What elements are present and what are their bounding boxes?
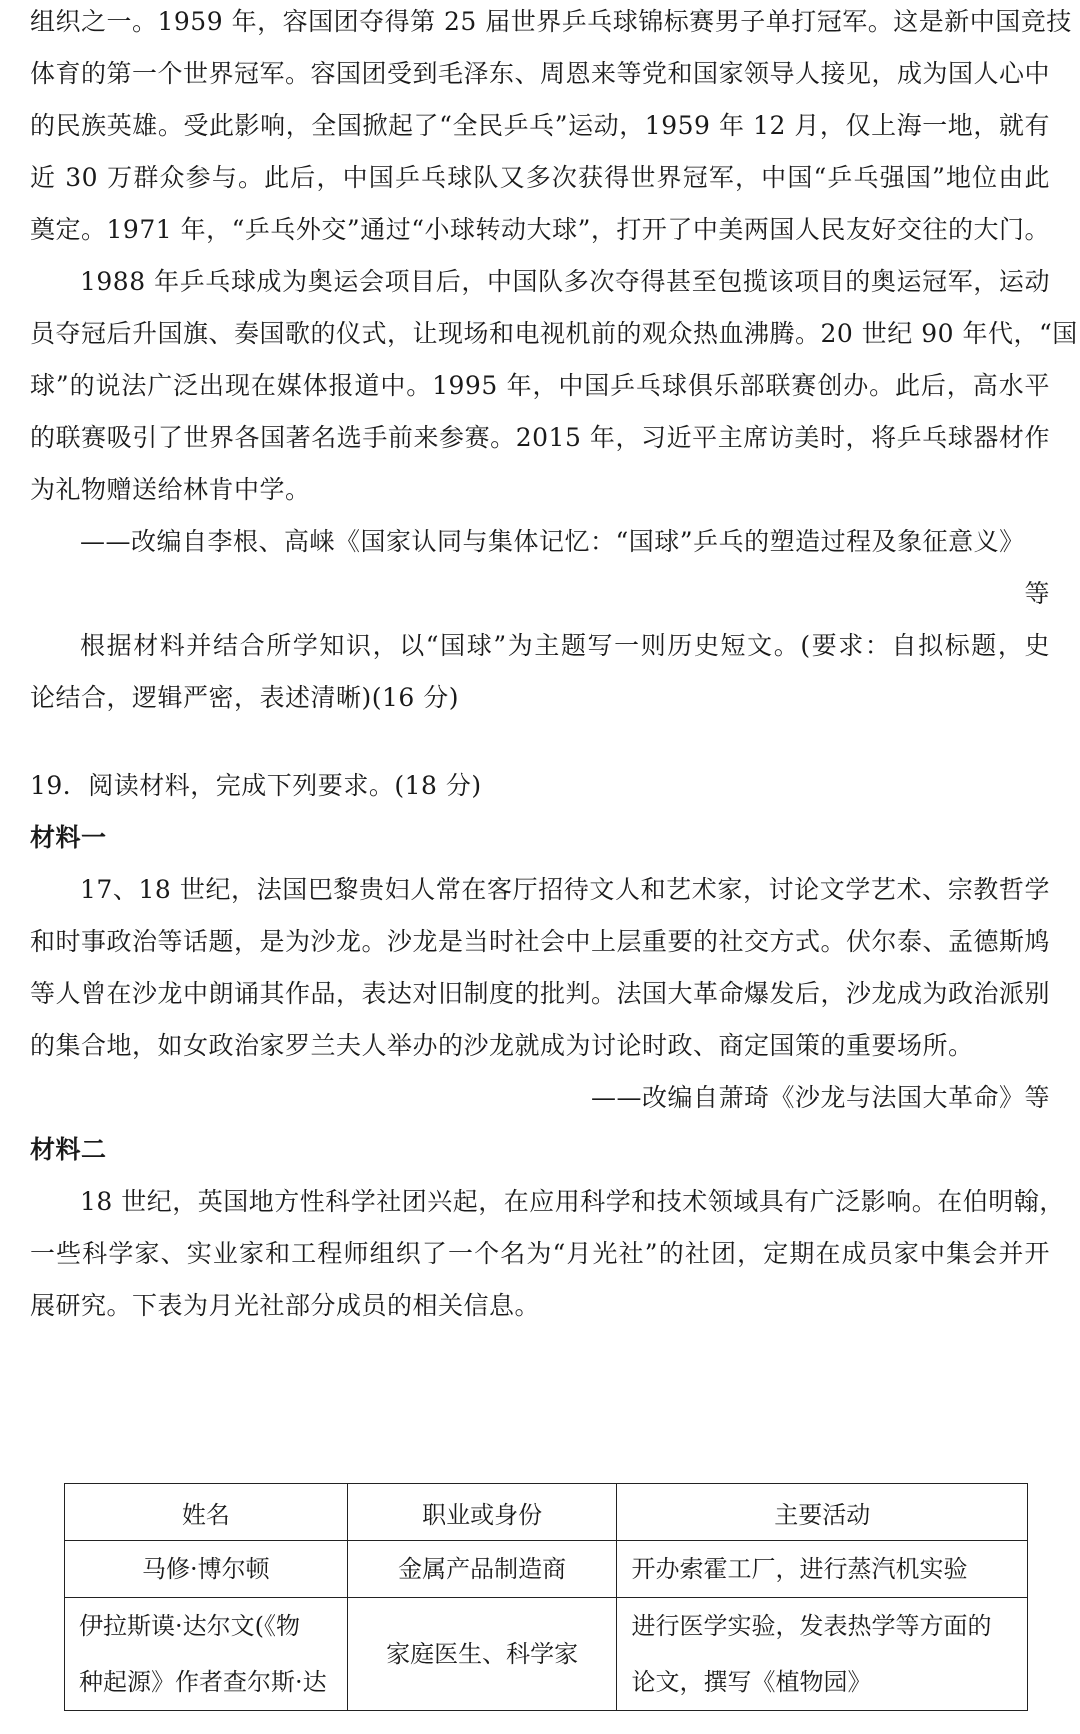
- passage-line: 的联赛吸引了世界各国著名选手前来参赛。2015 年，习近平主席访美时，将乒乓球器材作: [30, 423, 1050, 452]
- task-prompt: 论结合，逻辑严密，表述清晰)(16 分): [30, 683, 460, 712]
- table-cell-activity: [617, 1541, 1028, 1598]
- members-table: [64, 1483, 1028, 1711]
- material-line: 展研究。下表为月光社部分成员的相关信息。: [30, 1291, 541, 1320]
- material-label: 材料一: [30, 823, 107, 852]
- source-citation: ——改编自李根、高崃《国家认同与集体记忆：“国球”乒乓的塑造过程及象征意义》: [80, 527, 1025, 556]
- cell-line: 种起源》作者查尔斯·达: [79, 1668, 327, 1696]
- passage-line: 为礼物赠送给林肯中学。: [30, 475, 311, 504]
- material-line: 和时事政治等话题，是为沙龙。沙龙是当时社会中上层重要的社交方式。伏尔泰、孟德斯鸠: [30, 927, 1051, 956]
- material-line: 17、18 世纪，法国巴黎贵妇人常在客厅招待文人和艺术家，讨论文学艺术、宗教哲学: [80, 875, 1050, 904]
- table-cell-name: [65, 1598, 348, 1711]
- passage-line: 组织之一。1959 年，容国团夺得第 25 届世界乒乓球锦标赛男子单打冠军。这是新中国竞技: [30, 7, 1072, 36]
- passage-line: 员夺冠后升国旗、奏国歌的仪式，让现场和电视机前的观众热血沸腾。20 世纪 90 年代，“国: [30, 319, 1078, 348]
- passage-line: 体育的第一个世界冠军。容国团受到毛泽东、周恩来等党和国家领导人接见，成为国人心中: [30, 59, 1051, 88]
- source-citation: ——改编自萧琦《沙龙与法国大革命》等: [590, 1083, 1050, 1112]
- table-cell-activity: [617, 1598, 1028, 1711]
- passage-line: 奠定。1971 年，“乒乓外交”通过“小球转动大球”，打开了中美两国人民友好交往的大门。: [30, 215, 1050, 244]
- table-row: [65, 1541, 1028, 1598]
- table-row: [65, 1598, 1028, 1711]
- table-cell-role: 家庭医生、科学家: [347, 1598, 617, 1711]
- cell-line: 马修·博尔顿: [142, 1555, 270, 1583]
- material-label: 材料二: [30, 1135, 107, 1164]
- material-line: 的集合地，如女政治家罗兰夫人举办的沙龙就成为讨论时政、商定国策的重要场所。: [30, 1031, 974, 1060]
- table-header: 主要活动: [617, 1484, 1028, 1541]
- table-cell-role: 金属产品制造商: [347, 1541, 617, 1598]
- question-heading: 19．阅读材料，完成下列要求。(18 分): [30, 771, 482, 800]
- cell-line: 论文，撰写《植物园》: [631, 1668, 872, 1696]
- table-header-row: [65, 1484, 1028, 1541]
- material-line: 等人曾在沙龙中朗诵其作品，表达对旧制度的批判。法国大革命爆发后，沙龙成为政治派别: [30, 979, 1051, 1008]
- cell-line: 进行医学实验，发表热学等方面的: [631, 1612, 992, 1640]
- source-citation-tail: 等: [1024, 579, 1050, 608]
- table-header: 姓名: [65, 1484, 348, 1541]
- passage-line: 的民族英雄。受此影响，全国掀起了“全民乒乓”运动，1959 年 12 月，仅上海一地，就有: [30, 111, 1050, 140]
- passage-line: 1988 年乒乓球成为奥运会项目后，中国队多次夺得甚至包揽该项目的奥运冠军，运动: [80, 267, 1050, 296]
- material-line: 一些科学家、实业家和工程师组织了一个名为“月光社”的社团，定期在成员家中集会并开: [30, 1239, 1050, 1268]
- passage-line: 近 30 万群众参与。此后，中国乒乓球队又多次获得世界冠军，中国“乒乓强国”地位由此: [30, 163, 1050, 192]
- passage-line: 球”的说法广泛出现在媒体报道中。1995 年，中国乒乓球俱乐部联赛创办。此后，高水平: [30, 371, 1050, 400]
- table-cell-name: [65, 1541, 348, 1598]
- cell-line: 开办索霍工厂，进行蒸汽机实验: [631, 1555, 968, 1583]
- cell-line: 伊拉斯谟·达尔文(《物: [79, 1612, 300, 1640]
- task-prompt: 根据材料并结合所学知识，以“国球”为主题写一则历史短文。(要求：自拟标题，史: [80, 631, 1050, 660]
- material-line: 18 世纪，英国地方性科学社团兴起，在应用科学和技术领域具有广泛影响。在伯明翰，: [80, 1187, 1065, 1216]
- table-header: 职业或身份: [347, 1484, 617, 1541]
